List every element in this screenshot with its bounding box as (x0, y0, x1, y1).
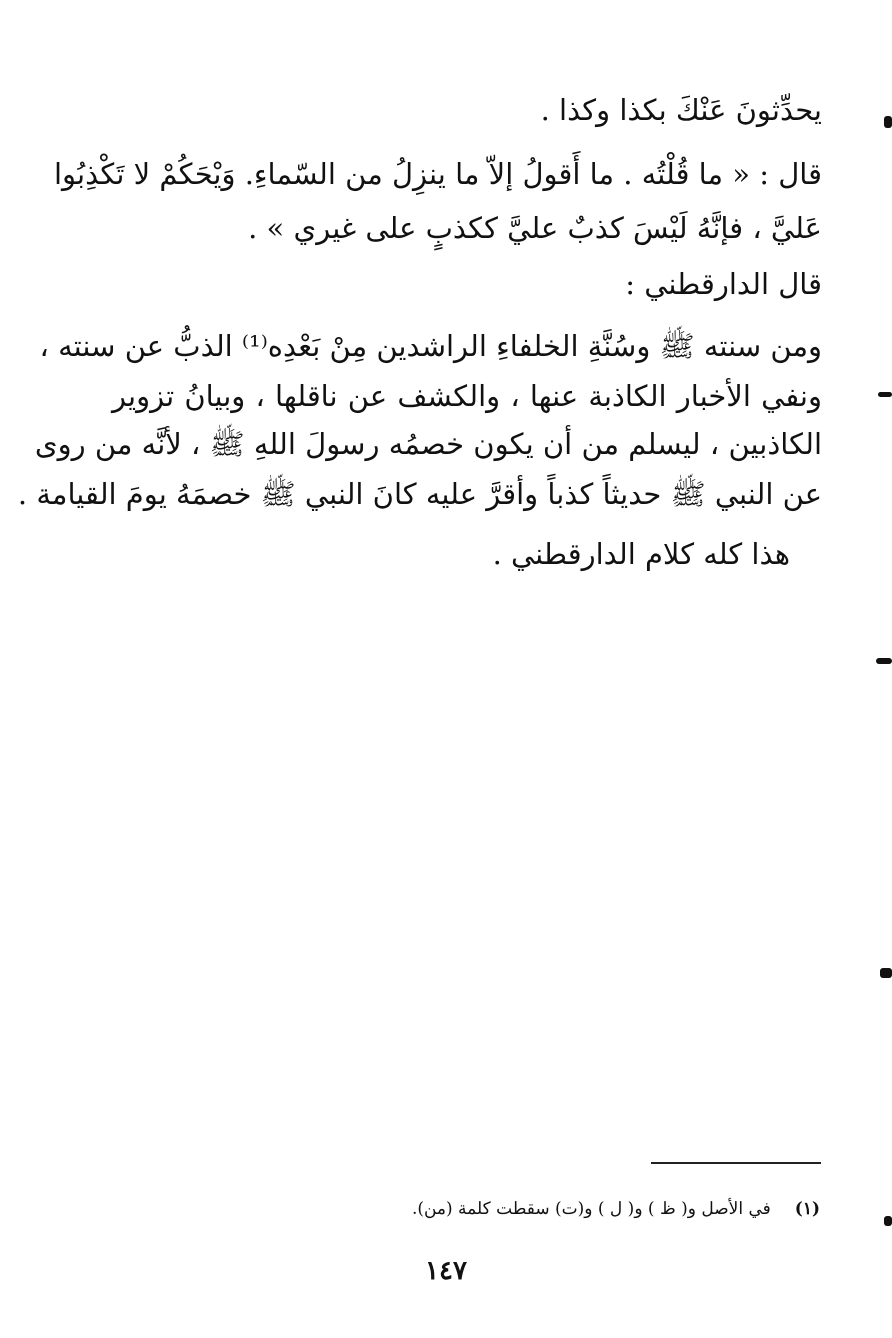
scan-edge-mark (876, 658, 892, 664)
scan-edge-mark (884, 116, 892, 128)
scan-edge-mark (878, 392, 892, 397)
text-line-3: عَليَّ ، فإنَّهُ لَيْسَ كذبٌ عليَّ ككذبٍ على غيري » . (248, 211, 822, 245)
text-line-7: الكاذبين ، ليسلم من أن يكون خصمُه رسولَ اللهِ ﷺ ، لأنَّه من روى (34, 427, 822, 461)
text-line-8: عن النبي ﷺ حديثاً كذباً وأقرَّ عليه كانَ النبي ﷺ خصمَهُ يومَ القيامة . (17, 477, 822, 511)
text-line-2: قال : « ما قُلْتُه . ما أَقولُ إلاّ ما ينزِلُ من السّماءِ. وَيْحَكُمْ لا تَكْذِبُوا (53, 157, 822, 191)
footnote-number: (١) (794, 1199, 820, 1219)
text-line-5: ومن سنته ﷺ وسُنَّةِ الخلفاءِ الراشدين مِنْ بَعْدِه⁽¹⁾ الذبُّ عن سنته ، (39, 329, 822, 363)
text-line-9: هذا كله كلام الدارقطني . (492, 537, 790, 571)
footnote-text: في الأصل و( ظ ) و( ل ) و(ت) سقطت كلمة (من). (411, 1199, 771, 1219)
footnote-separator (651, 1162, 821, 1164)
section-heading: قال الدارقطني : (625, 267, 822, 301)
scan-edge-mark (884, 1216, 892, 1226)
page-number: ١٤٧ (425, 1256, 467, 1286)
footnote (412, 1196, 820, 1222)
text-line-1: يحدِّثونَ عَنْكَ بكذا وكذا . (540, 93, 822, 127)
text-line-6: ونفي الأخبار الكاذبة عنها ، والكشف عن ناقلها ، وبيانُ تزوير (112, 379, 822, 413)
scan-edge-mark (880, 968, 892, 978)
